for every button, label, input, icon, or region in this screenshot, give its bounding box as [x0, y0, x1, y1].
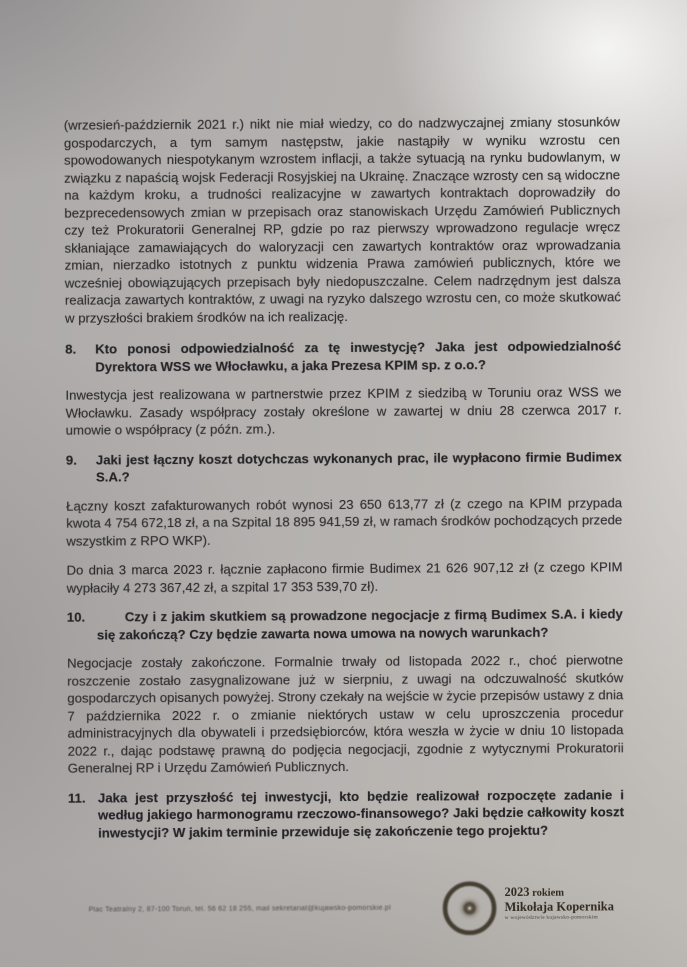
logo-year: 2023	[504, 884, 530, 900]
qa-item-11	[68, 786, 624, 842]
question-11-text: Jaka jest przyszłość tej inwestycji, kto będzie realizował rozpoczęte zadanie i według jakiego harmonogramu rzeczowo-finansowego? Jaki będzie całkowity koszt inwestycji? W jakim terminie przewiduje się zakończenie tego projektu?	[97, 786, 625, 841]
question-11-number: 11.	[67, 790, 86, 806]
question-9-heading	[66, 448, 622, 486]
question-9-text: Jaki jest łączny koszt dotychczas wykonanych prac, ile wypłacono firmie Budimex S.A.?	[95, 448, 622, 485]
copernicus-year-logo	[440, 878, 670, 949]
qa-item-9	[66, 448, 623, 597]
copernicus-sun-ring-icon	[440, 879, 498, 937]
question-8-text: Kto ponosi odpowiedzialność za tę inwestycję? Jaka jest odpowiedzialność Dyrektora WSS we Włocławku, a jaka Prezesa KPIM sp. z o.o.?	[95, 338, 622, 375]
question-8-heading	[65, 337, 621, 375]
answer-9-paragraph-1: Łączny koszt zafakturowanych robót wynosi 23 650 613,77 zł (z czego na KPIM przypada kwota 4 754 672,18 zł, a na Szpital 18 895 941,59 zł, w ramach środków pochodzących przede wszystkim z RPO WKP).	[66, 494, 623, 549]
logo-year-suffix: rokiem	[529, 887, 565, 899]
intro-continuation-paragraph: (wrzesień-październik 2021 r.) nikt nie miał wiedzy, co do nadzwyczajnej zmiany stosunków gospodarczych, a tym samym następstw, jakie nastąpiły w wyniku wzrostu cen spowodowanych niespotykanym wzrostem inflacji, a także sytuacją na rynku budowlanym, w związku z napaścią wojsk Federacji Rosyjskiej na Ukrainę. Znaczące wzrosty cen są widoczne na każdym kroku, a trudności realizacyjne w zawartych kontraktach doprowadziły do bezprecedensowych zmian w przepisach oraz stanowiskach Urzędu Zamówień Publicznych czy też Prokuratorii Generalnej RP, gdzie po raz pierwszy wprowadzono regulacje wręcz skłaniające zamawiających do waloryzacji cen zawartych kontraktów oraz wprowadzania zmian, nierzadko istotnych z punktu widzenia Prawa zamówień publicznych, które we wcześniej obowiązujących przepisach były niedopuszczalne. Celem nadrzędnym jest dalsza realizacja zawartych kontraktów, z uwagi na ryzyko dalszego wzrostu cen, co może skutkować w przyszłości brakiem środków na ich realizację.	[63, 114, 621, 326]
qa-item-8	[65, 337, 622, 439]
answer-9-paragraph-2: Do dnia 3 marca 2023 r. łącznie zapłacono firmie Budimex 21 626 907,12 zł (z czego KPIM wypłaciły 4 273 367,42 zł, a szpital 17 353 539,70 zł).	[66, 559, 623, 596]
question-10-heading	[67, 605, 623, 643]
answer-8-paragraph: Inwestycja jest realizowana w partnerstwie przez KPIM z siedzibą w Toruniu oraz WSS we Włocławku. Zasady współpracy zostały określone w zawartej w dniu 28 czerwca 2017 r. umowie o współpracy (z późn. zm.).	[65, 384, 622, 438]
question-10-text: Czy i z jakim skutkiem są prowadzone negocjacje z firmą Budimex S.A. i kiedy się zakończą? Czy będzie zawarta nowa umowa na nowych warunkach?	[96, 606, 623, 643]
question-9-number: 9.	[65, 452, 77, 468]
copernicus-logo-text	[504, 885, 669, 922]
qa-item-10	[67, 605, 624, 777]
logo-copernicus-name: Mikołaja Kopernika	[504, 899, 615, 915]
logo-subtitle: w województwie kujawsko-pomorskim	[504, 914, 599, 922]
question-11-heading	[68, 786, 624, 842]
footer-contact-line: Plac Teatralny 2, 87-100 Toruń, tel. 56 62 18 255, mail sekretariat@kujawsko-pomorskie.pl	[88, 904, 391, 914]
document-body	[64, 113, 624, 852]
logo-year-line	[504, 885, 669, 900]
question-8-number: 8.	[65, 341, 77, 357]
question-10-number: 10.	[66, 609, 86, 625]
answer-10-paragraph: Negocjacje zostały zakończone. Formalnie trwały od listopada 2022 r., choć pierwotne roszczenie zostało zasygnalizowane już w sierpniu, z uwagi na odczuwalność skutków gospodarczych opisanych powyżej. Strony czekały na wejście w życie przepisów ustawy z dnia 7 października 2022 r. o zmianie niektórych ustaw w celu uproszczenia procedur administracyjnych dla obywateli i przedsiębiorców, która weszła w życie w dniu 10 listopada 2022 r., dając podstawę prawną do podjęcia negocjacji, zgodnie z wytycznymi Prokuratorii Generalnej RP i Urzędu Zamówień Publicznych.	[67, 652, 624, 776]
